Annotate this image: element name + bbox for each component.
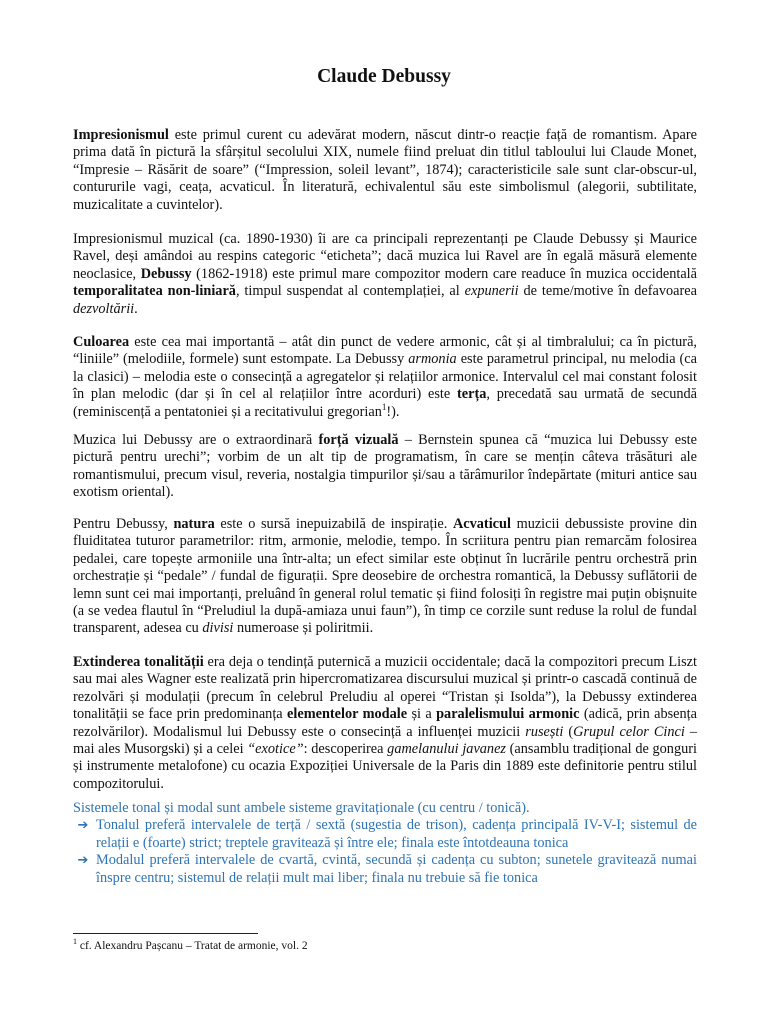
paragraph-text: (1862-1918) este primul mare compozitor modern care readuce în muzica occidentală xyxy=(191,265,697,282)
paragraph-text: , precedată sau urmată de secundă (reminiscență a pentatoniei și a recitativului gregorian xyxy=(73,386,698,420)
footnote-ref[interactable]: 1 xyxy=(381,401,387,412)
footnote xyxy=(73,939,673,953)
paragraph-natura xyxy=(73,516,697,638)
term-acvaticul: Acvaticul xyxy=(452,516,511,532)
list-item-tonal xyxy=(73,817,697,852)
paragraph-text: Impresionismul muzical (ca. 1890-1930) îi are ca principali reprezentanți pe Claude Debussy și Maurice Ravel, deși amândoi au respins categoric “eticheta”; dacă muzica lui Ravel are în egală măsură elemente neoclasice, xyxy=(73,231,697,282)
paragraph-culoarea xyxy=(73,334,697,421)
tonal-modal-list xyxy=(73,800,697,887)
paragraph-text: (ansamblu tradițional de gonguri și instrumente metalofone) cu ocazia Expoziției Universale de la Paris din 1889 este definitorie pentru stilul compozitorului. xyxy=(73,741,697,792)
paragraph-text: Pentru Debussy, xyxy=(73,516,174,532)
term-terta: terța xyxy=(457,386,487,403)
term-paralelism-armonic: paralelismului armonic xyxy=(436,706,580,723)
list-intro: Sistemele tonal și modal sunt ambele sisteme gravitaționale (cu centru / tonică). xyxy=(73,800,530,816)
list-item-modal xyxy=(73,852,697,887)
footnote-number: 1 xyxy=(73,937,77,947)
paragraph-text: – Bernstein spunea că “muzica lui Debussy este pictură pentru urechi”; vorbim de un alt tip de programatism, în care se mențin câteva trăsături ale romantismului, precum visul, reveria, nostalgia timpurilor și/sau a tărâmurilor îndepărtate (mituri antice sau exotism oriental). xyxy=(73,432,697,501)
term-extinderea-tonalitatii: Extinderea tonalității xyxy=(73,654,204,670)
paragraph-text: (adică, prin absența rezolvărilor). Modalismul lui Debussy este o consecință a influenței muzicii xyxy=(73,706,697,740)
term-expunerii: expunerii xyxy=(464,283,519,300)
paragraph-text: . xyxy=(134,300,138,317)
paragraph-text: Muzica lui Debussy are o extraordinară xyxy=(73,432,319,448)
paragraph-text: muzicii debussiste provine din fluiditatea tuturor parametrilor: ritm, armonie, melodie, tempo. În scriitura pentru pian remarcăm folosirea pedalei, care topește armoniile una într-alta; un efect similar este obținut în lucrările pentru orchestră prin orchestrație și “pedale” / fundal de figurații. Spre deosebire de orchestra romantică, la Debussy suflătorii de lemn sunt cei mai importanți, preluând în general rolul tematic și fiind folosiți în registre mai puțin obișnuite (a se vedea flautul în “Preludiul la după-amiaza unui faun”), în timp ce corzile sunt reduse la rolul de fundal transparent, adesea cu xyxy=(73,516,697,637)
paragraph-text: era deja o tendință puternică a muzicii occidentale; dacă la compozitori precum Liszt sau mai ales Wagner este realizată prin hipercromatizarea discursului muzical și printr-o cascadă continuă de rezolvări și modulații (precum în celebrul Preludiu al operei “Tristan și Isolda”), la Debussy extinderea tonalității se face prin predominanța xyxy=(73,654,697,723)
term-impresionismul: Impresionismul xyxy=(73,127,169,143)
term-gamelan: gamelanului javanez xyxy=(387,741,506,758)
paragraph-impresionismul xyxy=(73,127,697,214)
paragraph-text: este primul curent cu adevărat modern, născut dintr-o reacție față de romantism. Apare prima dată în pictură la sfârșitul secolului XIX, numele fiind preluat din titlul tabloului lui Claude Monet, “Impresie – Răsărit de soare” (“Impression, soleil levant”, 1874); caracteristicile sale sunt clar-obscur-ul, contururile vagi, ceața, acvaticul. În literatură, echivalentul său este simbolismul (alegorii, subtilitate, muzicalitate a cuvintelor). xyxy=(73,127,697,213)
paragraph-text: este parametrul principal, nu melodia (ca la clasici) – melodia este o consecință a agregatelor și relațiilor armonice. Intervalul cel mai constant folosit în plan melodic (dar și în cel al relațiilor între acorduri) este xyxy=(73,351,697,403)
term-culoarea: Culoarea xyxy=(73,334,130,350)
page-title: Claude Debussy xyxy=(317,66,451,87)
paragraph-text: , timpul suspendat al contemplației, al xyxy=(235,283,465,300)
footnote-text: cf. Alexandru Pașcanu – Tratat de armonie, vol. 2 xyxy=(77,940,308,952)
paragraph-text: !). xyxy=(386,403,400,420)
term-grupul-celor-cinci: Grupul celor Cinci xyxy=(573,723,685,740)
paragraph-text: ( xyxy=(563,723,574,740)
paragraph-impresionism-muzical xyxy=(73,231,697,318)
paragraph-forta-vizuala xyxy=(73,432,697,502)
arrow-right-icon: ➔ xyxy=(77,853,89,869)
term-temporalitate: temporalitatea non-liniară xyxy=(73,283,236,300)
list-item-text: Modalul preferă intervalele de cvartă, cvintă, secundă și cadența cu subton; sunetele gravitează numai înspre centru; sistemul de relații mult mai liber; finala nu trebuie să fie tonica xyxy=(96,852,697,886)
term-rusesti: rusești xyxy=(525,723,564,740)
term-forta-vizuala: forță vizuală xyxy=(318,432,399,448)
term-dezvoltarii: dezvoltării xyxy=(73,300,135,317)
paragraph-text: numeroase și poliritmii. xyxy=(233,620,374,637)
term-divisi: divisi xyxy=(202,620,234,637)
paragraph-text: este cea mai importantă – atât din punct de vedere armonic, cât și al timbralului; ca în pictură, “liniile” (melodiile, formele) sunt estompate. La Debussy xyxy=(73,334,697,368)
term-exotice: “exotice” xyxy=(247,741,304,758)
term-natura: natura xyxy=(173,516,215,532)
paragraph-text: de teme/motive în defavoarea xyxy=(518,283,697,300)
footnote-separator xyxy=(73,933,258,934)
paragraph-text: și a xyxy=(407,706,437,723)
term-elemente-modale: elementelor modale xyxy=(287,706,408,723)
paragraph-text: este o sursă inepuizabilă de inspirație. xyxy=(214,516,453,532)
paragraph-text: : descoperirea xyxy=(303,741,388,758)
term-debussy: Debussy xyxy=(140,265,192,282)
paragraph-extinderea-tonalitatii xyxy=(73,654,697,793)
arrow-right-icon: ➔ xyxy=(77,818,89,834)
list-item-text: Tonalul preferă intervalele de terță / sextă (sugestia de trison), cadența principală IV-V-I; sistemul de relații e (foarte) strict; treptele gravitează și între ele; finala este întotdeauna tonica xyxy=(96,817,697,851)
term-armonia: armonia xyxy=(408,351,457,368)
paragraph-text: – mai ales Musorgski) și a celei xyxy=(73,723,697,758)
